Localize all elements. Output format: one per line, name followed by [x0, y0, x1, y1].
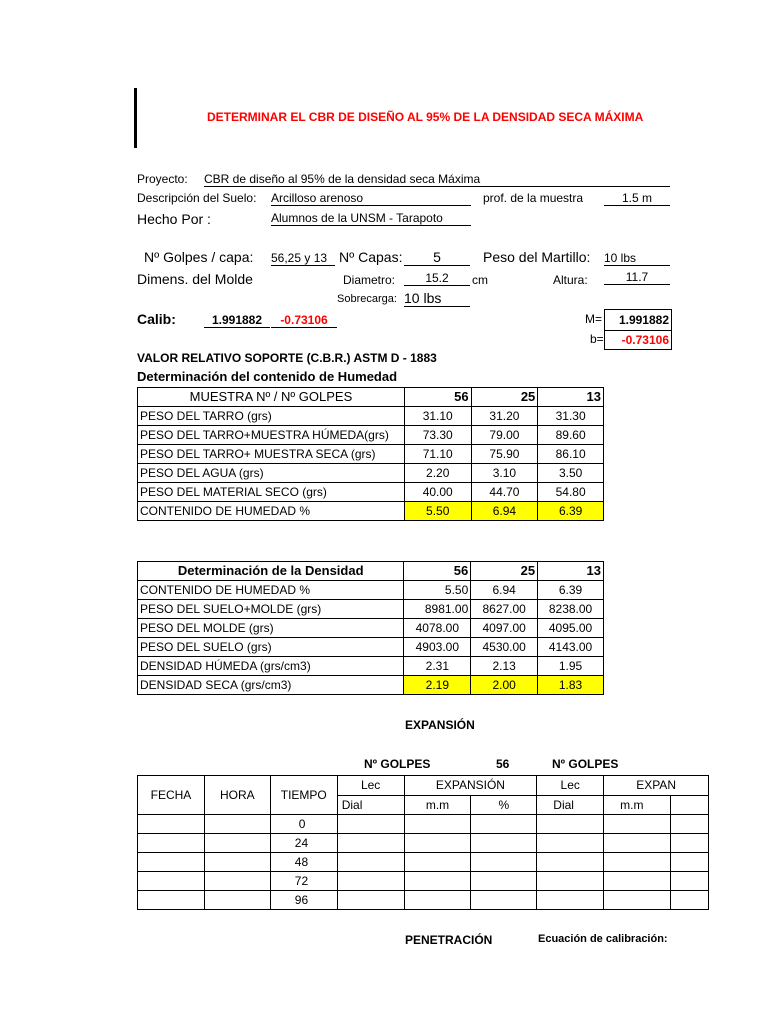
golpes-value: 56,25 y 13	[271, 251, 335, 266]
header-cell: 13	[538, 388, 604, 407]
cell: 2.20	[404, 464, 471, 483]
col-dial-2: Dial	[537, 795, 604, 815]
table-row	[138, 676, 604, 695]
golpes2-label: Nº GOLPES	[552, 757, 619, 771]
col-tiempo: TIEMPO	[270, 776, 337, 815]
capas-label: Nº Capas:	[339, 249, 403, 265]
highlight-cell: 1.83	[538, 676, 604, 695]
table-row	[138, 891, 709, 910]
table-row	[138, 872, 709, 891]
cell: 6.39	[538, 581, 604, 600]
cell: 31.20	[471, 407, 538, 426]
capas-value: 5	[404, 249, 470, 266]
col-dial: Dial	[337, 795, 404, 815]
cell: 4095.00	[538, 619, 604, 638]
row-label: DENSIDAD SECA (grs/cm3)	[138, 676, 404, 695]
cell: 75.90	[471, 445, 538, 464]
cell: 89.60	[538, 426, 604, 445]
tiempo-cell: 96	[270, 891, 337, 910]
header-cell: 13	[538, 562, 604, 581]
header-cell: 56	[404, 562, 471, 581]
calib-m-value: 1.991882	[204, 313, 270, 328]
table-row	[138, 600, 604, 619]
cell: 3.10	[471, 464, 538, 483]
table-row	[138, 853, 709, 872]
densidad-header-row	[138, 562, 604, 581]
expansion-header-row-1	[138, 776, 709, 796]
hecho-value: Alumnos de la UNSM - Tarapoto	[271, 211, 471, 226]
descripcion-label: Descripción del Suelo:	[137, 191, 257, 205]
hecho-label: Hecho Por :	[137, 211, 211, 227]
table-row	[138, 502, 604, 521]
sobrecarga-value: 10 lbs	[404, 290, 470, 307]
col-expansion: EXPANSIÓN	[404, 776, 537, 796]
proyecto-value: CBR de diseño al 95% de la densidad seca Máxima	[204, 172, 670, 187]
cell: 5.50	[404, 581, 471, 600]
row-label: PESO DEL SUELO (grs)	[138, 638, 404, 657]
tiempo-cell: 0	[270, 815, 337, 834]
golpes-label: Nº Golpes / capa:	[144, 249, 254, 265]
b-label: b=	[590, 332, 604, 346]
table-row	[138, 638, 604, 657]
highlight-cell: 5.50	[404, 502, 471, 521]
table-row	[138, 407, 604, 426]
table-row	[138, 483, 604, 502]
prof-value: 1.5 m	[604, 191, 670, 206]
cell: 4530.00	[471, 638, 538, 657]
tiempo-cell: 48	[270, 853, 337, 872]
table-row	[138, 464, 604, 483]
m-label: M=	[585, 312, 603, 326]
cell: 8627.00	[471, 600, 538, 619]
col-hora: HORA	[204, 776, 270, 815]
altura-value: 11.7	[604, 270, 670, 285]
cell: 44.70	[471, 483, 538, 502]
col-lec: Lec	[337, 776, 404, 796]
molde-label: Dimens. del Molde	[137, 271, 253, 287]
cell: 8238.00	[538, 600, 604, 619]
row-label: DENSIDAD HÚMEDA (grs/cm3)	[138, 657, 404, 676]
col-expansion-2: EXPAN	[604, 776, 709, 796]
prof-label: prof. de la muestra	[483, 191, 584, 205]
col-fecha: FECHA	[138, 776, 205, 815]
expansion-table-clip	[137, 775, 676, 911]
altura-label: Altura:	[553, 273, 588, 287]
highlight-cell: 2.00	[471, 676, 538, 695]
diametro-value: 15.2	[404, 271, 470, 286]
cell: 73.30	[404, 426, 471, 445]
humedad-header-row	[138, 388, 604, 407]
table-row	[138, 619, 604, 638]
diametro-label: Diametro:	[343, 273, 396, 287]
col-mm-2: m.m	[604, 795, 671, 815]
row-label: CONTENIDO DE HUMEDAD %	[138, 502, 405, 521]
cell: 2.31	[404, 657, 471, 676]
highlight-cell: 2.19	[404, 676, 471, 695]
cbr-section-title: VALOR RELATIVO SOPORTE (C.B.R.) ASTM D - 1883	[137, 351, 437, 365]
cell: 31.10	[404, 407, 471, 426]
penetracion-title: PENETRACIÓN	[405, 933, 493, 947]
b-value: -0.73106	[604, 330, 672, 350]
table-row	[138, 445, 604, 464]
cell: 79.00	[471, 426, 538, 445]
humedad-table	[137, 387, 604, 521]
row-label: PESO DEL TARRO+ MUESTRA SECA (grs)	[138, 445, 405, 464]
table-row	[138, 581, 604, 600]
golpes1-value: 56	[496, 757, 510, 771]
cell: 1.95	[538, 657, 604, 676]
cm-label: cm	[472, 273, 488, 287]
left-margin-bar	[134, 88, 137, 148]
humedad-subtitle: Determinación del contenido de Humedad	[137, 369, 398, 384]
cell: 4097.00	[471, 619, 538, 638]
cell: 6.94	[471, 581, 538, 600]
col-pct-2	[671, 795, 709, 815]
expansion-title: EXPANSIÓN	[405, 718, 475, 732]
cell: 3.50	[538, 464, 604, 483]
row-label: PESO DEL SUELO+MOLDE (grs)	[138, 600, 404, 619]
cell: 4078.00	[404, 619, 471, 638]
golpes1-label: Nº GOLPES	[364, 757, 431, 771]
row-label: PESO DEL TARRO+MUESTRA HÚMEDA(grs)	[138, 426, 405, 445]
cell: 31.30	[538, 407, 604, 426]
header-cell: Determinación de la Densidad	[138, 562, 404, 581]
ecuacion-label: Ecuación de calibración:	[538, 933, 668, 945]
calib-b-value: -0.73106	[271, 313, 337, 328]
header-cell: 25	[471, 562, 538, 581]
cell: 40.00	[404, 483, 471, 502]
tiempo-cell: 24	[270, 834, 337, 853]
row-label: CONTENIDO DE HUMEDAD %	[138, 581, 404, 600]
m-value: 1.991882	[604, 309, 672, 331]
header-cell: 25	[471, 388, 538, 407]
col-pct: %	[471, 795, 537, 815]
cell: 4143.00	[538, 638, 604, 657]
cell: 4903.00	[404, 638, 471, 657]
highlight-cell: 6.39	[538, 502, 604, 521]
row-label: PESO DEL MATERIAL SECO (grs)	[138, 483, 405, 502]
row-label: PESO DEL MOLDE (grs)	[138, 619, 404, 638]
header-cell: 56	[404, 388, 471, 407]
header-cell: MUESTRA Nº / Nº GOLPES	[138, 388, 405, 407]
row-label: PESO DEL TARRO (grs)	[138, 407, 405, 426]
cell: 86.10	[538, 445, 604, 464]
calib-label: Calib:	[137, 311, 176, 327]
cell: 54.80	[538, 483, 604, 502]
cell: 2.13	[471, 657, 538, 676]
cell: 8981.00	[404, 600, 471, 619]
descripcion-value: Arcilloso arenoso	[271, 191, 471, 206]
densidad-table	[137, 561, 604, 695]
table-row	[138, 815, 709, 834]
row-label: PESO DEL AGUA (grs)	[138, 464, 405, 483]
martillo-value: 10 lbs	[604, 251, 670, 266]
table-row	[138, 657, 604, 676]
proyecto-label: Proyecto:	[137, 172, 188, 186]
tiempo-cell: 72	[270, 872, 337, 891]
highlight-cell: 6.94	[471, 502, 538, 521]
table-row	[138, 834, 709, 853]
martillo-label: Peso del Martillo:	[483, 249, 591, 265]
table-row	[138, 426, 604, 445]
cell: 71.10	[404, 445, 471, 464]
col-mm: m.m	[404, 795, 471, 815]
expansion-table	[137, 775, 709, 910]
sobrecarga-label: Sobrecarga:	[337, 293, 397, 305]
page-title: DETERMINAR EL CBR DE DISEÑO AL 95% DE LA DENSIDAD SECA MÁXIMA	[207, 110, 644, 124]
col-lec-2: Lec	[537, 776, 604, 796]
